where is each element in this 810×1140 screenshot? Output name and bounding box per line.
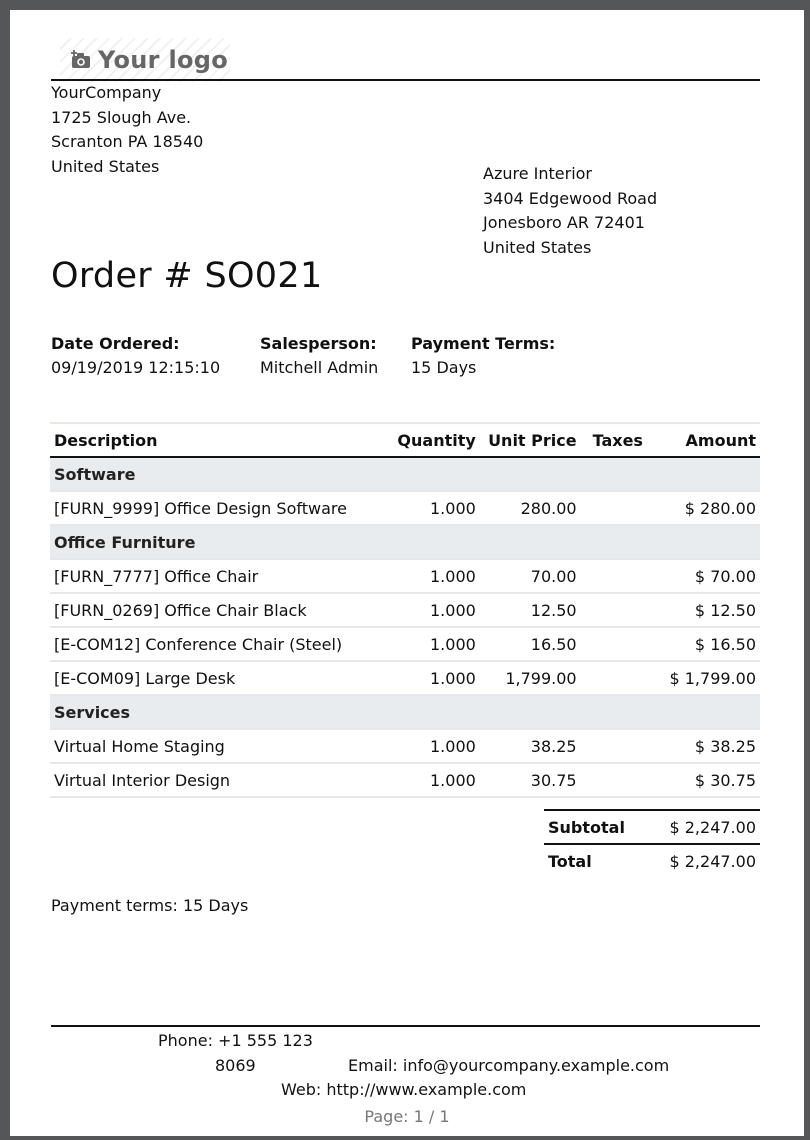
total-row	[544, 844, 760, 877]
line-taxes	[581, 559, 647, 593]
footer-web: Web: http://www.example.com	[281, 1080, 527, 1099]
line-unit-price: 70.00	[480, 559, 581, 593]
company-country: United States	[51, 157, 160, 177]
line-unit-price: 1,799.00	[480, 661, 581, 695]
subtotal-row	[544, 810, 760, 844]
line-quantity: 1.000	[393, 593, 480, 627]
line-unit-price: 280.00	[480, 491, 581, 525]
company-name: YourCompany	[51, 83, 162, 102]
line-amount: $ 12.50	[647, 593, 760, 627]
line-unit-price: 30.75	[480, 763, 581, 797]
line-taxes	[581, 491, 647, 525]
header-taxes: Taxes	[581, 423, 647, 457]
line-taxes	[581, 661, 647, 695]
camera-icon	[70, 49, 92, 71]
table-row	[50, 593, 760, 627]
date-ordered-label: Date Ordered:	[51, 334, 180, 353]
company-city: Scranton PA 18540	[51, 132, 204, 152]
info-salesperson	[260, 334, 378, 377]
line-description: [FURN_7777] Office Chair	[50, 559, 393, 593]
table-row	[50, 763, 760, 797]
order-lines-table	[50, 422, 760, 798]
table-row	[50, 661, 760, 695]
payment-terms-label: Payment Terms:	[411, 334, 556, 353]
page-title: Order # SO021	[51, 256, 323, 296]
footer-phone: Phone: +1 555 123	[158, 1031, 313, 1050]
table-row	[50, 627, 760, 661]
line-quantity: 1.000	[393, 729, 480, 763]
line-amount: $ 16.50	[647, 627, 760, 661]
section-label: Services	[50, 695, 760, 729]
line-taxes	[581, 763, 647, 797]
table-row	[50, 729, 760, 763]
subtotal-value: $ 2,247.00	[646, 810, 760, 844]
section-label: Software	[50, 457, 760, 491]
line-quantity: 1.000	[393, 491, 480, 525]
line-taxes	[581, 593, 647, 627]
payment-terms-note: Payment terms: 15 Days	[51, 896, 249, 915]
salesperson-value: Mitchell Admin	[260, 358, 379, 377]
total-value: $ 2,247.00	[646, 844, 760, 877]
line-description: [FURN_0269] Office Chair Black	[50, 593, 393, 627]
line-description: [E-COM09] Large Desk	[50, 661, 393, 695]
logo-text: Your logo	[98, 46, 229, 74]
info-payment-terms	[411, 334, 555, 377]
line-taxes	[581, 729, 647, 763]
line-description: Virtual Home Staging	[50, 729, 393, 763]
line-taxes	[581, 627, 647, 661]
header-unit-price: Unit Price	[480, 423, 581, 457]
line-quantity: 1.000	[393, 559, 480, 593]
line-unit-price: 16.50	[480, 627, 581, 661]
line-quantity: 1.000	[393, 763, 480, 797]
customer-country: United States	[483, 238, 592, 258]
section-row	[50, 695, 760, 729]
line-description: [E-COM12] Conference Chair (Steel)	[50, 627, 393, 661]
date-ordered-value: 09/19/2019 12:15:10	[51, 358, 221, 377]
company-logo	[60, 38, 230, 82]
line-amount: $ 38.25	[647, 729, 760, 763]
subtotal-label: Subtotal	[544, 810, 646, 844]
salesperson-label: Salesperson:	[260, 334, 377, 353]
totals-table	[544, 809, 760, 877]
table-header-row	[50, 423, 760, 457]
customer-street: 3404 Edgewood Road	[483, 188, 658, 208]
header-description: Description	[50, 423, 393, 457]
company-address	[51, 81, 203, 180]
footer-phone-cont: 8069	[215, 1056, 256, 1075]
line-unit-price: 12.50	[480, 593, 581, 627]
line-amount: $ 30.75	[647, 763, 760, 797]
header-quantity: Quantity	[393, 423, 480, 457]
line-description: Virtual Interior Design	[50, 763, 393, 797]
line-quantity: 1.000	[393, 661, 480, 695]
line-description: [FURN_9999] Office Design Software	[50, 491, 393, 525]
customer-name: Azure Interior	[483, 164, 593, 183]
section-label: Office Furniture	[50, 525, 760, 559]
page-counter: Page: 1 / 1	[364, 1107, 450, 1126]
total-label: Total	[544, 844, 646, 877]
payment-terms-value: 15 Days	[411, 358, 477, 377]
table-row	[50, 491, 760, 525]
line-quantity: 1.000	[393, 627, 480, 661]
line-unit-price: 38.25	[480, 729, 581, 763]
header-amount: Amount	[647, 423, 760, 457]
line-amount: $ 280.00	[647, 491, 760, 525]
info-date-ordered	[51, 334, 220, 377]
footer-rule	[51, 1025, 760, 1027]
document-page	[10, 10, 804, 1136]
line-amount: $ 1,799.00	[647, 661, 760, 695]
footer-email: Email: info@yourcompany.example.com	[348, 1056, 670, 1075]
table-row	[50, 559, 760, 593]
company-street: 1725 Slough Ave.	[51, 107, 192, 127]
line-amount: $ 70.00	[647, 559, 760, 593]
customer-address	[483, 162, 657, 261]
customer-city: Jonesboro AR 72401	[483, 213, 645, 233]
section-row	[50, 525, 760, 559]
section-row	[50, 457, 760, 491]
